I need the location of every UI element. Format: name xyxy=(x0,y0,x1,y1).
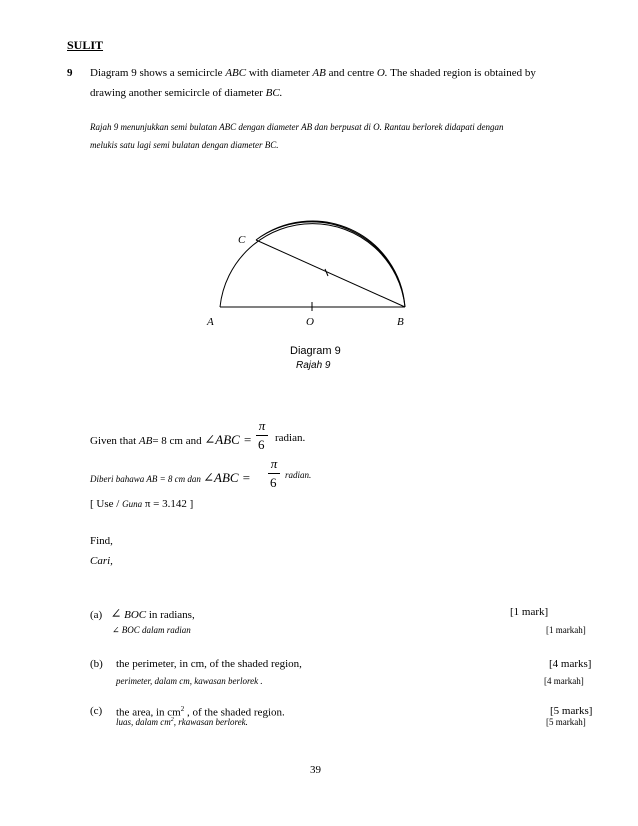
given-en: Given that AB= 8 cm and ∠ABC = xyxy=(90,432,252,447)
label-b: B xyxy=(397,316,404,328)
given-ms-post: radian. xyxy=(285,470,312,480)
part-c-label: (c) xyxy=(90,705,103,717)
part-c-ms: luas, dalam $cm^2$, rkawasan berlorek. xyxy=(116,717,248,727)
part-b-ms: perimeter, dalam cm, kawasan berlorek . xyxy=(116,676,263,686)
fraction-pi-over-6-ms: π xyxy=(270,456,278,471)
part-a-en: (a) ∠ BOC in radians, xyxy=(90,606,195,621)
chord-cb xyxy=(256,240,405,307)
question-text-ms-line1: Rajah 9 menunjukkan semi bulatan ABC dengan diameter AB dan berpusat di O. Rantau berlorek didapati dengan xyxy=(90,122,504,132)
part-b-label: (b) xyxy=(90,658,103,670)
fraction-bar-en xyxy=(256,435,268,436)
use-pi: [ Use / Guna π = 3.142 ] xyxy=(90,498,194,510)
part-a-marks-ms: [1 markah] xyxy=(546,625,586,635)
question-text-en-line1: Diagram 9 shows a semicircle ABC with diameter AB and centre O. The shaded region is obtained by xyxy=(90,67,536,79)
part-b-marks-ms: [4 markah] xyxy=(544,676,584,686)
sulit-header: SULIT xyxy=(67,38,104,52)
part-b-en: the perimeter, in cm, of the shaded region, xyxy=(116,658,302,670)
diagram-caption-en: Diagram 9 xyxy=(290,345,341,357)
question-text-en-line2: drawing another semicircle of diameter BC. xyxy=(90,87,283,99)
part-c-en: the area, in $cm^2$ , of the shaded region. xyxy=(116,705,285,719)
fraction-den-en: 6 xyxy=(258,437,265,452)
page-number: 39 xyxy=(310,764,321,776)
find-ms: Cari, xyxy=(90,555,113,567)
part-a-ms: ∠ BOC dalam radian xyxy=(112,625,191,635)
fraction-pi-over-6-en: π xyxy=(258,418,266,433)
find-en: Find, xyxy=(90,535,113,547)
part-a-marks-en: [1 mark] xyxy=(510,606,549,618)
given-en-post: radian. xyxy=(275,432,306,444)
label-o: O xyxy=(306,316,314,328)
label-c: C xyxy=(238,234,246,246)
given-ms: Diberi bahawa AB = 8 cm dan ∠ABC = xyxy=(90,470,251,485)
fraction-bar-ms xyxy=(268,473,280,474)
shaded-region xyxy=(256,221,405,307)
part-c-marks-ms: [5 markah] xyxy=(546,717,586,727)
diagram-caption-ms: Rajah 9 xyxy=(296,360,331,371)
question-text-ms-line2: melukis satu lagi semi bulatan dengan diameter BC. xyxy=(90,140,279,150)
question-number: 9 xyxy=(67,67,73,79)
label-a: A xyxy=(207,316,214,328)
part-b-marks-en: [4 marks] xyxy=(549,658,592,670)
fraction-den-ms: 6 xyxy=(270,475,277,490)
part-c-marks-en: [5 marks] xyxy=(550,705,593,717)
